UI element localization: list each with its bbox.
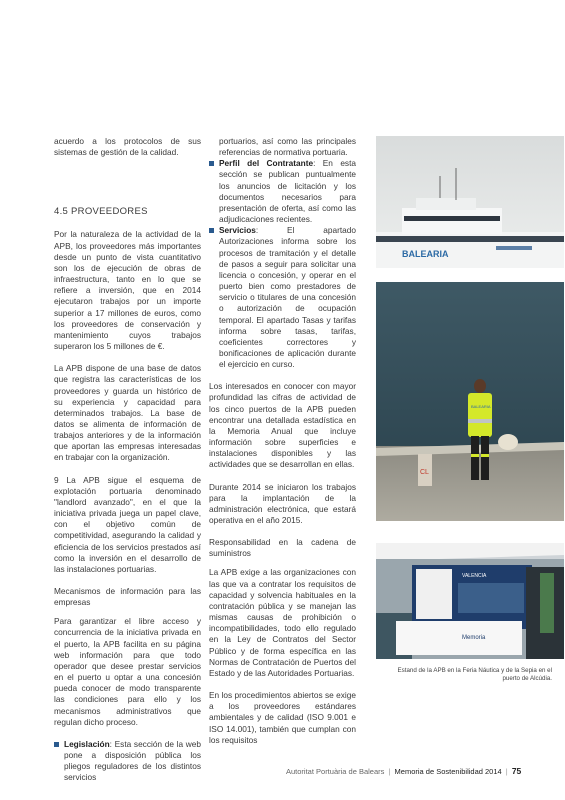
vest-logo-text: BALEARIA: [471, 404, 491, 409]
port-ferry-photo: [376, 136, 564, 521]
port-ferry-illustration: [376, 136, 564, 521]
bullet-title: Perfil del Contratante: [219, 158, 314, 169]
page-footer: [286, 766, 522, 776]
footer-report-title: Memoria de Sostenibilidad 2014: [394, 767, 502, 776]
page-number: 75: [511, 766, 522, 776]
photo-caption: Estand de la APB en la Feria Náutica y de la Sepia en el puerto de Alcúdia.: [397, 667, 552, 682]
intro-text: acuerdo a los protocolos de sus sistemas de gestión de la calidad.: [54, 136, 201, 158]
bollard-text: CL: [420, 469, 429, 476]
footer-separator: |: [388, 767, 391, 776]
paragraph: La APB exige a las organizaciones con las que va a contratar los requisitos de capacidad y solvencia habituales en la contratación pública y se manejan las mismas causas de prohibición o incompatibilidades, todo ello regulado en la Ley de Contratos del Sector Público y de forma específica en las Normas de Contratación de Puertos del Estado y de las Autoridades Portuarias.: [209, 567, 356, 678]
bullet-title: Legislación: [64, 738, 110, 749]
section-heading: 4.5 PROVEEDORES: [54, 206, 148, 218]
paragraph: Por la naturaleza de la actividad de la APB, los proveedores más importantes desde un punto de vista cuantitativo son los de ejecución de obras de infraestructura, tanto en lo que se refiere a inversión, que en 2014 ejecutaron trabajos por un importe superior a 17 millones de euros, como los proveedores de conservación y mantenimiento cuyos trabajos superaron los 5 millones de €.: [54, 229, 201, 352]
paragraph: La APB dispone de una base de datos que registra las características de los proveedores y guarda un histórico de su experiencia y capacidad para determinados trabajos. La base de datos se alimenta de información de trabajos anteriores y de la información que aportan las empresas interesadas en trabajar con la organización.: [54, 363, 201, 463]
bullet-item: [209, 225, 356, 370]
bullet-title: Servicios: [219, 225, 256, 236]
bullet-square-icon: [209, 228, 214, 233]
paragraph: 9 La APB sigue el esquema de explotación portuaria denominado "landlord avanzado", en el que la iniciativa privada juega un papel clave, con el objetivo común de competitividad, asegurando la calidad y eficiencia de los servicios prestados así como la inversión en el desarrollo de las instalaciones portuarias.: [54, 474, 201, 574]
fair-stand-photo: [376, 543, 564, 659]
footer-organization: Autoritat Portuària de Balears: [286, 767, 385, 776]
subheading: Responsabilidad en la cadena de suministros: [209, 537, 356, 559]
footer-separator: |: [505, 767, 508, 776]
ferry-name-text: BALEARIA: [402, 249, 449, 259]
paragraph: Durante 2014 se iniciaron los trabajos para la implantación de la administración electrónica, que estará operativa en el año 2015.: [209, 481, 356, 525]
bullet-text: : Esta sección de la web pone a disposición pública los pliegos reguladores de los distintos servicios: [64, 738, 201, 783]
continued-text: portuarios, así como las principales referencias de normativa portuaria.: [219, 136, 356, 158]
bullet-square-icon: [54, 742, 59, 747]
fair-stand-illustration: [376, 543, 564, 659]
paragraph: Los interesados en conocer con mayor profundidad las cifras de actividad de los cinco puertos de la APB pueden encontrar una detallada estadística en la Memoria Anual que incluye información sobre superficies e instalaciones disponibles y las actividades que se desarrollan en ellas.: [209, 381, 356, 470]
bullet-text: : En esta sección se publican puntualmente los anuncios de licitación y los documentos necesarios para presentación de oferta, así como las adjudicaciones recientes.: [219, 158, 356, 225]
left-text-column: [54, 136, 201, 795]
bullet-square-icon: [209, 161, 214, 166]
bullet-item: [54, 739, 201, 784]
counter-text: Memoria: [462, 635, 486, 641]
paragraph: Para garantizar el libre acceso y concurrencia de la iniciativa privada en el puerto, la APB facilita en su página web información para que todo operador que desee prestar servicios en el puerto u optar a una concesión pueda conocer de modo transparente las condiciones para ello y los mecanismos administrativos que regulan dicho proceso.: [54, 616, 201, 727]
bullet-item: [209, 158, 356, 225]
middle-text-column: [209, 136, 356, 757]
paragraph: En los procedimientos abiertos se exige a los proveedores estándares ambientales y de calidad (ISO 9.001 e ISO 14.001), también que cumplan con los requisitos: [209, 690, 356, 745]
bullet-text: : El apartado Autorizaciones informa sobre los procesos de tramitación y el detalle de pasos a seguir para solicitar una licencia o concesión, y operar en el puerto bien como prestadores de servicio o titulares de una concesión o autorización de ocupación temporal. El apartado Tasas y tarifas informa sobre tasas, tarifas, coeficientes correctores y bonificaciones de aplicación durante el ejercicio en curso.: [219, 225, 356, 370]
sign-text: VALENCIA: [462, 573, 487, 579]
subheading: Mecanismos de información para las empresas: [54, 586, 201, 608]
